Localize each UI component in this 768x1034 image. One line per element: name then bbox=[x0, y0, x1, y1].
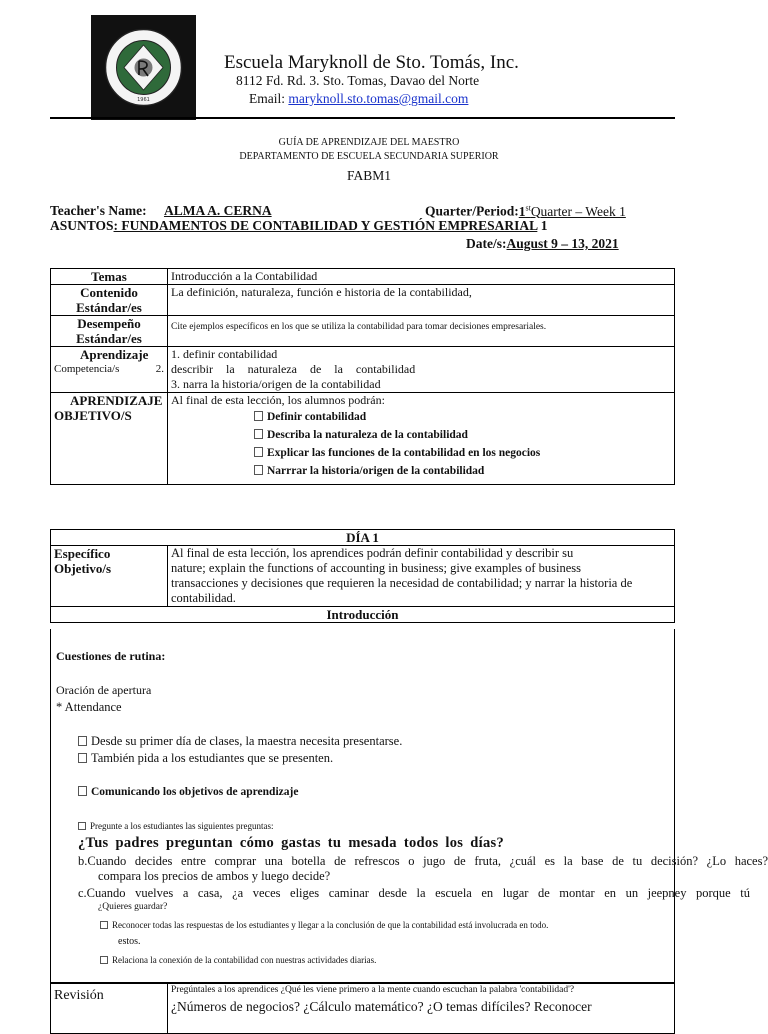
teacher-name: ALMA A. CERNA bbox=[163, 203, 272, 218]
subject-code: FABM1 bbox=[346, 168, 391, 183]
especifico-value bbox=[168, 546, 675, 607]
checkbox-icon bbox=[254, 447, 263, 457]
especifico-line: contabilidad. bbox=[171, 591, 236, 605]
desempeno-value: Cite ejemplos específicos en los que se utiliza la contabilidad para tomar decisiones empresariales. bbox=[168, 316, 675, 347]
asuntos-label: ASUNTOS bbox=[50, 218, 114, 233]
intro-title: Introducción bbox=[51, 607, 675, 623]
contenido-label-1: Contenido bbox=[80, 285, 138, 300]
objetivo-text: Describa la naturaleza de la contabilidad bbox=[267, 429, 468, 441]
intro-right-border bbox=[674, 629, 675, 983]
row-contenido bbox=[51, 285, 675, 316]
row-temas bbox=[51, 269, 675, 285]
objetivo-cell bbox=[168, 393, 675, 485]
rutina-heading: Cuestiones de rutina: bbox=[56, 649, 166, 663]
teacher-label: Teacher's Name: bbox=[50, 203, 147, 218]
header-divider bbox=[50, 117, 675, 119]
department: DEPARTAMENTO DE ESCUELA SECUNDARIA SUPERIOR bbox=[239, 151, 499, 162]
row-revision bbox=[51, 984, 675, 1034]
especifico-label bbox=[51, 546, 168, 607]
objetivo-label-1: APRENDIZAJE bbox=[70, 393, 163, 408]
lesson-overview-table bbox=[50, 268, 675, 485]
checkbox-icon bbox=[78, 822, 86, 830]
bullet-text: Desde su primer día de clases, la maestra necesita presentarse. bbox=[91, 734, 403, 748]
objetivo-item bbox=[254, 462, 671, 480]
asuntos-num: 1 bbox=[537, 218, 548, 233]
checkbox-icon bbox=[78, 736, 87, 746]
dates-row bbox=[466, 236, 619, 252]
guide-title: GUÍA DE APRENDIZAJE DEL MAESTRO bbox=[278, 137, 460, 148]
quarter-label: Quarter/Period: bbox=[425, 203, 519, 219]
bullet-continuation: estos. bbox=[118, 936, 141, 947]
school-name: Escuela Maryknoll de Sto. Tomás, Inc. bbox=[224, 52, 519, 73]
temas-label: Temas bbox=[51, 269, 168, 285]
checkbox-icon bbox=[100, 956, 108, 964]
desempeno-label-1: Desempeño bbox=[77, 316, 141, 331]
dates-value: August 9 – 13, 2021 bbox=[506, 236, 619, 251]
aprendizaje-label-1: Aprendizaje bbox=[80, 347, 149, 362]
email-label: Email: bbox=[249, 91, 285, 106]
question-c-line1: c.Cuando vuelves a casa, ¿a veces eliges caminar desde la escuela en lugar de montar en un jeepney porque tú bbox=[78, 886, 750, 900]
row-desempeno bbox=[51, 316, 675, 347]
intro-left-border bbox=[50, 629, 51, 983]
objetivo-label-2: OBJETIVO/S bbox=[54, 408, 132, 423]
checkbox-icon bbox=[254, 429, 263, 439]
bullet-item bbox=[78, 821, 273, 831]
contenido-value: La definición, naturaleza, función e historia de la contabilidad, bbox=[168, 285, 675, 316]
temas-value: Introducción a la Contabilidad bbox=[168, 269, 675, 285]
objetivo-item bbox=[254, 408, 671, 426]
bullet-text: Comunicando los objetivos de aprendizaje bbox=[91, 786, 299, 798]
competencia-item: 1. definir contabilidad bbox=[171, 347, 278, 361]
quarter-sup: st bbox=[525, 203, 531, 212]
row-intro-title bbox=[51, 607, 675, 623]
bullet-item bbox=[100, 955, 376, 965]
bullet-item bbox=[78, 734, 402, 749]
especifico-label-2: Objetivo/s bbox=[54, 561, 112, 576]
especifico-line: Al final de esta lección, los aprendices podrán definir contabilidad y describir su bbox=[171, 546, 574, 560]
objetivo-label bbox=[51, 393, 168, 485]
objetivo-text: Definir contabilidad bbox=[267, 411, 367, 423]
desempeno-label-2: Estándar/es bbox=[76, 331, 142, 346]
bullet-text: Reconocer todas las respuestas de los estudiantes y llegar a la conclusión de que la contabilidad está involucrada en todo. bbox=[112, 920, 549, 930]
checkbox-icon bbox=[254, 411, 263, 421]
contenido-label-2: Estándar/es bbox=[76, 300, 142, 315]
school-email-line bbox=[249, 91, 468, 107]
revision-label: Revisión bbox=[51, 984, 168, 1034]
revision-line2: ¿Números de negocios? ¿Cálculo matemático? ¿O temas difíciles? Reconocer bbox=[171, 999, 592, 1014]
competencia-item: describir la naturaleza de la contabilidad bbox=[171, 362, 416, 376]
checkbox-icon bbox=[254, 465, 263, 475]
dates-label: Date/s: bbox=[466, 236, 507, 251]
objetivo-item bbox=[254, 426, 671, 444]
desempeno-label bbox=[51, 316, 168, 347]
question-a: ¿Tus padres preguntan cómo gastas tu mesada todos los días? bbox=[78, 835, 504, 851]
especifico-line: nature; explain the functions of accounting in business; give examples of business bbox=[171, 561, 581, 575]
email-link[interactable]: maryknoll.sto.tomas@gmail.com bbox=[288, 91, 469, 106]
question-c-line2: ¿Quieres guardar? bbox=[98, 902, 168, 912]
revision-cell bbox=[168, 984, 675, 1034]
bullet-text: Relaciona la conexión de la contabilidad con nuestras actividades diarias. bbox=[112, 955, 377, 965]
competencia-item: 3. narra la historia/origen de la contabilidad bbox=[171, 377, 381, 391]
row-aprendizaje bbox=[51, 347, 675, 393]
contenido-label bbox=[51, 285, 168, 316]
asuntos-row bbox=[50, 218, 547, 234]
objetivo-intro: Al final de esta lección, los alumnos podrán: bbox=[171, 393, 385, 407]
bullet-item bbox=[100, 920, 548, 930]
checkbox-icon bbox=[78, 753, 87, 763]
day1-table bbox=[50, 529, 675, 623]
especifico-line: transacciones y decisiones que requieren la necesidad de contabilidad; y narrar la historia de bbox=[171, 576, 633, 590]
especifico-label-1: Específico bbox=[54, 546, 111, 561]
revision-table bbox=[50, 983, 675, 1034]
objetivo-text: Explicar las funciones de la contabilidad en los negocios bbox=[267, 447, 541, 459]
competencias-cell bbox=[168, 347, 675, 393]
aprendizaje-label bbox=[51, 347, 168, 393]
question-b-line1: b.Cuando decides entre comprar una botella de refrescos o jugo de fruta, ¿cuál es la base de tu decisión? ¿Lo haces? bbox=[78, 854, 768, 868]
aprendizaje-label-2: Competencia/s bbox=[54, 363, 120, 375]
bullet-text: También pida a los estudiantes que se presenten. bbox=[91, 751, 334, 765]
checkbox-icon bbox=[78, 786, 87, 796]
bullet-item bbox=[78, 786, 298, 798]
question-b-line2: compara los precios de ambos y luego decide? bbox=[98, 869, 331, 883]
aprendizaje-num: 2. bbox=[155, 363, 164, 375]
svg-text:1961: 1961 bbox=[137, 97, 150, 103]
teacher-row bbox=[50, 203, 298, 219]
objetivo-text: Narrrar la historia/origen de la contabilidad bbox=[267, 465, 485, 477]
quarter-rest: Quarter – Week 1 bbox=[530, 203, 626, 219]
oracion-text: Oración de apertura bbox=[56, 683, 152, 697]
revision-line1: Pregúntales a los aprendices ¿Qué les viene primero a la mente cuando escuchan la palabra 'contabilidad'? bbox=[171, 985, 575, 995]
bullet-text: Pregunte a los estudiantes las siguientes preguntas: bbox=[90, 821, 274, 831]
bullet-item bbox=[78, 751, 333, 766]
row-especifico bbox=[51, 546, 675, 607]
day-title: DÍA 1 bbox=[51, 530, 675, 546]
school-seal-logo bbox=[91, 15, 196, 120]
row-objetivo bbox=[51, 393, 675, 485]
quarter-num: 1 bbox=[518, 203, 526, 219]
checkbox-icon bbox=[100, 921, 108, 929]
objetivo-item bbox=[254, 444, 671, 462]
attendance-text: * Attendance bbox=[56, 700, 122, 714]
row-day bbox=[51, 530, 675, 546]
school-address: 8112 Fd. Rd. 3. Sto. Tomas, Davao del Norte bbox=[236, 73, 480, 88]
asuntos-value: : FUNDAMENTOS DE CONTABILIDAD Y GESTIÓN EMPRESARIAL bbox=[113, 218, 538, 233]
